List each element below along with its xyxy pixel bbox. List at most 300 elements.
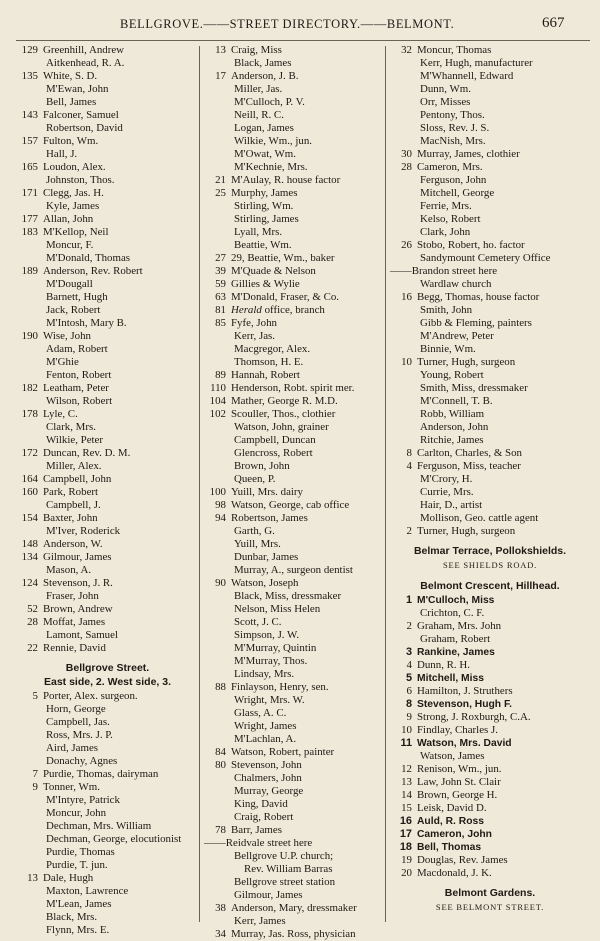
house-number: 148 bbox=[21, 538, 38, 550]
resident-name: Wright, Mrs. W. bbox=[234, 694, 305, 706]
house-number: 78 bbox=[215, 824, 226, 836]
directory-entry bbox=[390, 447, 590, 460]
house-number: 16 bbox=[401, 291, 412, 303]
resident-name: Kerr, James bbox=[234, 915, 286, 927]
resident-name: Gibb & Fleming, painters bbox=[420, 317, 532, 329]
resident-name: Neill, R. C. bbox=[234, 109, 284, 121]
resident-name: Baxter, John bbox=[43, 512, 98, 524]
directory-entry bbox=[390, 96, 590, 109]
resident-name: Moncur, F. bbox=[46, 239, 94, 251]
resident-name: Wilkie, Peter bbox=[46, 434, 104, 446]
resident-name: Fyfe, John bbox=[231, 317, 277, 329]
house-number: 63 bbox=[215, 291, 226, 303]
resident-name: Sandymount Cemetery Office bbox=[420, 252, 551, 264]
resident-name: Bellgrove U.P. church; bbox=[234, 850, 334, 862]
directory-entry bbox=[204, 733, 382, 746]
resident-name: Crichton, C. F. bbox=[420, 607, 485, 619]
directory-entry bbox=[204, 928, 382, 941]
directory-entry bbox=[390, 594, 590, 607]
resident-name: Queen, P. bbox=[234, 473, 276, 485]
resident-name: Porter, Alex. surgeon. bbox=[43, 690, 138, 702]
section-heading: Belmar Terrace, Pollokshields. bbox=[413, 545, 567, 557]
directory-entry bbox=[204, 590, 382, 603]
house-number: 164 bbox=[21, 473, 38, 485]
resident-name: Black, Miss, dressmaker bbox=[234, 590, 342, 602]
house-number: 134 bbox=[21, 551, 38, 563]
directory-entry bbox=[390, 395, 590, 408]
directory-entry bbox=[390, 148, 590, 161]
resident-name: Brown, John bbox=[234, 460, 290, 472]
resident-name: King, David bbox=[234, 798, 288, 810]
resident-name: Clark, John bbox=[420, 226, 471, 238]
directory-entry bbox=[204, 746, 382, 759]
resident-name: Lyle, C. bbox=[43, 408, 78, 420]
directory-entry bbox=[390, 776, 590, 789]
house-number: 129 bbox=[21, 44, 38, 56]
resident-name: Murray, Jas. Ross, physician bbox=[231, 928, 356, 940]
house-number: 4 bbox=[406, 659, 412, 671]
directory-entry bbox=[204, 577, 382, 590]
house-number: 21 bbox=[215, 174, 226, 186]
house-number: 22 bbox=[27, 642, 38, 654]
resident-name: Ross, Mrs. J. P. bbox=[46, 729, 113, 741]
house-number: 27 bbox=[215, 252, 226, 264]
directory-entry bbox=[16, 44, 199, 57]
house-number: 90 bbox=[215, 577, 226, 589]
resident-name: Brown, George H. bbox=[417, 789, 498, 801]
resident-name: Donachy, Agnes bbox=[46, 755, 118, 767]
directory-entry bbox=[390, 698, 590, 711]
directory-entry bbox=[390, 763, 590, 776]
directory-entry bbox=[390, 304, 590, 317]
house-number: 98 bbox=[215, 499, 226, 511]
resident-name: Robb, William bbox=[420, 408, 485, 420]
resident-name: Lindsay, Mrs. bbox=[234, 668, 295, 680]
house-number: 8 bbox=[405, 698, 412, 710]
directory-entry bbox=[390, 226, 590, 239]
directory-entry bbox=[204, 538, 382, 551]
resident-name: Tonner, Wm. bbox=[43, 781, 100, 793]
resident-name: Robertson, David bbox=[46, 122, 123, 134]
resident-name: Lamont, Samuel bbox=[46, 629, 118, 641]
resident-name: Black, James bbox=[234, 57, 292, 69]
resident-name: Greenhill, Andrew bbox=[43, 44, 125, 56]
directory-entry bbox=[204, 96, 382, 109]
cross-reference: SEE SHIELDS ROAD. bbox=[442, 560, 538, 570]
house-number: 34 bbox=[215, 928, 226, 940]
house-number: 4 bbox=[406, 460, 412, 472]
resident-name: Bell, James bbox=[46, 96, 97, 108]
resident-name: Loudon, Alex. bbox=[43, 161, 106, 173]
directory-entry bbox=[16, 460, 199, 473]
directory-entry bbox=[16, 885, 199, 898]
resident-name: Park, Robert bbox=[43, 486, 99, 498]
directory-entry bbox=[390, 659, 590, 672]
directory-entry bbox=[204, 707, 382, 720]
directory-entry bbox=[16, 187, 199, 200]
house-number: 12 bbox=[401, 763, 412, 775]
directory-entry bbox=[390, 122, 590, 135]
section-heading: Bellgrove Street. bbox=[65, 662, 150, 674]
directory-entry bbox=[204, 252, 382, 265]
resident-name: Hall, J. bbox=[46, 148, 78, 160]
directory-entry bbox=[390, 408, 590, 421]
resident-name: M'Ghie bbox=[46, 356, 79, 368]
resident-name: Campbell, John bbox=[43, 473, 112, 485]
directory-entry bbox=[16, 911, 199, 924]
resident-name: Miller, Jas. bbox=[234, 83, 283, 95]
directory-entry bbox=[16, 924, 199, 937]
directory-entry bbox=[16, 525, 199, 538]
resident-name: Dunbar, James bbox=[234, 551, 299, 563]
resident-name: Rev. William Barras bbox=[244, 863, 333, 875]
resident-name: Maxton, Lawrence bbox=[46, 885, 129, 897]
resident-name: Findlay, Charles J. bbox=[417, 724, 498, 736]
house-number: 135 bbox=[21, 70, 38, 82]
resident-name: Wilson, Robert bbox=[46, 395, 113, 407]
resident-name: Moncur, John bbox=[46, 807, 107, 819]
directory-entry bbox=[390, 525, 590, 538]
directory-entry bbox=[390, 200, 590, 213]
house-number: 59 bbox=[215, 278, 226, 290]
resident-name: MacNish, Mrs. bbox=[420, 135, 486, 147]
directory-entry bbox=[204, 174, 382, 187]
directory-entry bbox=[390, 750, 590, 763]
resident-name: Hannah, Robert bbox=[231, 369, 300, 381]
directory-entry bbox=[204, 759, 382, 772]
resident-name: Simpson, J. W. bbox=[234, 629, 300, 641]
directory-entry bbox=[390, 434, 590, 447]
resident-name: Craig, Miss bbox=[231, 44, 282, 56]
directory-entry bbox=[16, 148, 199, 161]
resident-name: Ritchie, James bbox=[420, 434, 484, 446]
directory-entry bbox=[204, 694, 382, 707]
directory-entry bbox=[390, 672, 590, 685]
directory-entry bbox=[390, 174, 590, 187]
directory-entry bbox=[390, 382, 590, 395]
directory-entry bbox=[204, 876, 382, 889]
resident-name: Bell, Thomas bbox=[417, 842, 482, 853]
resident-name: Ferguson, Miss, teacher bbox=[417, 460, 521, 472]
directory-entry bbox=[390, 646, 590, 659]
resident-name: Anderson, Rev. Robert bbox=[43, 265, 143, 277]
directory-entry bbox=[204, 655, 382, 668]
directory-entry bbox=[390, 369, 590, 382]
resident-name: Carlton, Charles, & Son bbox=[417, 447, 522, 459]
resident-name: M'Kellop, Neil bbox=[43, 226, 109, 238]
house-number: 25 bbox=[215, 187, 226, 199]
directory-entry bbox=[390, 711, 590, 724]
resident-name: Henderson, Robt. spirit mer. bbox=[231, 382, 355, 394]
resident-name: Aitkenhead, R. A. bbox=[46, 57, 125, 69]
directory-entry bbox=[390, 70, 590, 83]
resident-name: Watson, John, grainer bbox=[234, 421, 329, 433]
directory-entry bbox=[16, 239, 199, 252]
resident-name: Sloss, Rev. J. S. bbox=[420, 122, 490, 134]
resident-name: M'Intosh, Mary B. bbox=[46, 317, 127, 329]
directory-entry bbox=[390, 789, 590, 802]
resident-name: Turner, Hugh, surgeon bbox=[417, 525, 516, 537]
resident-name: Clegg, Jas. H. bbox=[43, 187, 104, 199]
directory-entry bbox=[204, 642, 382, 655]
house-number: 5 bbox=[405, 672, 412, 684]
directory-entry bbox=[390, 724, 590, 737]
resident-name: Turner, Hugh, surgeon bbox=[417, 356, 516, 368]
resident-name: Leisk, David D. bbox=[417, 802, 487, 814]
resident-name: M'Donald, Fraser, & Co. bbox=[231, 291, 340, 303]
directory-entry bbox=[16, 473, 199, 486]
directory-entry bbox=[390, 828, 590, 841]
directory-entry bbox=[16, 807, 199, 820]
directory-entry bbox=[390, 356, 590, 369]
resident-name: Dunn, R. H. bbox=[417, 659, 470, 671]
resident-name: Pentony, Thos. bbox=[420, 109, 485, 121]
directory-entry bbox=[16, 768, 199, 781]
resident-name: M'Murray, Quintin bbox=[234, 642, 317, 654]
house-number: 104 bbox=[209, 395, 226, 407]
directory-entry bbox=[16, 395, 199, 408]
house-number: 143 bbox=[21, 109, 38, 121]
house-number: 28 bbox=[401, 161, 412, 173]
house-number: 190 bbox=[21, 330, 38, 342]
house-number: 160 bbox=[21, 486, 38, 498]
resident-name: Auld, R. Ross bbox=[417, 816, 484, 827]
directory-entry bbox=[16, 434, 199, 447]
resident-name: Dale, Hugh bbox=[43, 872, 94, 884]
resident-name: Ferguson, John bbox=[420, 174, 487, 186]
directory-entry bbox=[16, 603, 199, 616]
house-number: 183 bbox=[21, 226, 38, 238]
resident-name: Nelson, Miss Helen bbox=[234, 603, 321, 615]
resident-name: Johnston, Thos. bbox=[46, 174, 115, 186]
house-number: 8 bbox=[406, 447, 412, 459]
directory-entry bbox=[16, 703, 199, 716]
directory-entry bbox=[390, 343, 590, 356]
house-number: 89 bbox=[215, 369, 226, 381]
resident-name: Gilmour, James bbox=[43, 551, 112, 563]
directory-entry bbox=[390, 44, 590, 57]
directory-entry bbox=[16, 291, 199, 304]
resident-name: Anderson, John bbox=[420, 421, 489, 433]
resident-name: Cameron, Mrs. bbox=[417, 161, 483, 173]
resident-name: Law, John St. Clair bbox=[417, 776, 501, 788]
directory-entry bbox=[204, 57, 382, 70]
resident-name: Stobo, Robert, ho. factor bbox=[417, 239, 525, 251]
resident-name: Watson, Joseph bbox=[231, 577, 299, 589]
resident-name: Kelso, Robert bbox=[420, 213, 481, 225]
directory-entry bbox=[204, 44, 382, 57]
house-number: 154 bbox=[21, 512, 38, 524]
directory-entry bbox=[16, 859, 199, 872]
resident-name: Finlayson, Henry, sen. bbox=[231, 681, 329, 693]
resident-name: Rankine, James bbox=[417, 647, 495, 658]
house-number: 30 bbox=[401, 148, 412, 160]
directory-entry bbox=[16, 486, 199, 499]
directory-entry bbox=[204, 473, 382, 486]
directory-entry bbox=[204, 616, 382, 629]
directory-entry bbox=[204, 837, 382, 850]
directory-entry bbox=[390, 633, 590, 646]
house-number: 100 bbox=[209, 486, 226, 498]
resident-name: M'Quade & Nelson bbox=[231, 265, 316, 277]
directory-entry bbox=[204, 83, 382, 96]
directory-entry bbox=[204, 668, 382, 681]
resident-name: Horn, George bbox=[46, 703, 106, 715]
house-number: 15 bbox=[401, 802, 412, 814]
resident-name: Young, Robert bbox=[420, 369, 484, 381]
directory-entry bbox=[16, 794, 199, 807]
resident-name: Wilkie, Wm., jun. bbox=[234, 135, 313, 147]
column-divider bbox=[385, 46, 386, 922]
directory-entry bbox=[390, 499, 590, 512]
resident-name: Smith, Miss, dressmaker bbox=[420, 382, 528, 394]
house-number: 178 bbox=[21, 408, 38, 420]
resident-name: Hamilton, J. Struthers bbox=[417, 685, 513, 697]
resident-name: M'Murray, Thos. bbox=[234, 655, 308, 667]
directory-entry bbox=[204, 395, 382, 408]
resident-name: Yuill, Mrs. dairy bbox=[231, 486, 303, 498]
house-number: 1 bbox=[405, 594, 412, 606]
directory-entry bbox=[390, 57, 590, 70]
directory-entry bbox=[16, 252, 199, 265]
resident-name: ——Brandon street here bbox=[390, 265, 498, 277]
house-number: 17 bbox=[399, 828, 412, 840]
resident-name: Macdonald, J. K. bbox=[417, 867, 492, 879]
resident-name: Stirling, Wm. bbox=[234, 200, 294, 212]
spacer bbox=[390, 880, 590, 887]
resident-name: Falconer, Samuel bbox=[43, 109, 119, 121]
directory-entry bbox=[16, 57, 199, 70]
directory-entry bbox=[390, 473, 590, 486]
resident-name: Watson, George, cab office bbox=[231, 499, 350, 511]
resident-name: Murray, George bbox=[234, 785, 304, 797]
directory-entry bbox=[16, 716, 199, 729]
directory-entry bbox=[390, 841, 590, 854]
resident-name: Barnett, Hugh bbox=[46, 291, 108, 303]
resident-name: Wright, James bbox=[234, 720, 297, 732]
directory-entry bbox=[204, 122, 382, 135]
directory-entry bbox=[204, 460, 382, 473]
directory-entry bbox=[390, 317, 590, 330]
directory-entry bbox=[204, 161, 382, 174]
resident-name: Stevenson, J. R. bbox=[43, 577, 113, 589]
page-number: 667 bbox=[542, 15, 565, 31]
directory-entry bbox=[16, 278, 199, 291]
spacer bbox=[390, 573, 590, 580]
directory-entry bbox=[16, 781, 199, 794]
directory-entry bbox=[390, 135, 590, 148]
spacer bbox=[390, 538, 590, 545]
directory-entry bbox=[390, 239, 590, 252]
directory-entry bbox=[16, 343, 199, 356]
directory-entry bbox=[204, 720, 382, 733]
resident-name: M'Lean, James bbox=[46, 898, 112, 910]
house-number: 32 bbox=[401, 44, 412, 56]
resident-name: Garth, G. bbox=[234, 525, 275, 537]
house-number: 19 bbox=[401, 854, 412, 866]
resident-name: M'Aulay, R. house factor bbox=[231, 174, 341, 186]
resident-name: Murray, James, clothier bbox=[417, 148, 520, 160]
resident-name: Gillies & Wylie bbox=[231, 278, 300, 290]
directory-entry bbox=[204, 291, 382, 304]
resident-name: Jack, Robert bbox=[46, 304, 101, 316]
directory-entry bbox=[204, 356, 382, 369]
directory-entry bbox=[204, 798, 382, 811]
directory-entry bbox=[204, 564, 382, 577]
resident-name: Binnie, Wm. bbox=[420, 343, 476, 355]
directory-entry bbox=[204, 525, 382, 538]
resident-name: M'Culloch, P. V. bbox=[234, 96, 305, 108]
directory-entry bbox=[16, 226, 199, 239]
resident-name: Murray, A., surgeon dentist bbox=[234, 564, 353, 576]
directory-entry bbox=[204, 408, 382, 421]
resident-name: Beattie, Wm. bbox=[234, 239, 292, 251]
house-number: 14 bbox=[401, 789, 412, 801]
resident-name: Mollison, Geo. cattle agent bbox=[420, 512, 539, 524]
resident-name: Stevenson, John bbox=[231, 759, 302, 771]
resident-name: Purdie, T. jun. bbox=[46, 859, 108, 871]
section-heading: Belmont Gardens. bbox=[444, 887, 536, 899]
directory-entry bbox=[204, 239, 382, 252]
directory-entry bbox=[390, 512, 590, 525]
directory-entry bbox=[390, 252, 590, 265]
resident-name: Robertson, James bbox=[231, 512, 308, 524]
resident-name: Wise, John bbox=[43, 330, 91, 342]
resident-name: Yuill, Mrs. bbox=[234, 538, 281, 550]
directory-entry bbox=[204, 187, 382, 200]
spacer bbox=[16, 655, 199, 662]
directory-column-2 bbox=[204, 44, 382, 941]
directory-entry bbox=[390, 685, 590, 698]
directory-entry bbox=[16, 512, 199, 525]
directory-entry bbox=[16, 616, 199, 629]
house-number: 84 bbox=[215, 746, 226, 758]
directory-entry bbox=[204, 811, 382, 824]
directory-entry bbox=[16, 499, 199, 512]
resident-name: Renison, Wm., jun. bbox=[417, 763, 502, 775]
resident-name: Bellgrove street station bbox=[234, 876, 336, 888]
resident-name: Stirling, James bbox=[234, 213, 299, 225]
house-number: 9 bbox=[32, 781, 38, 793]
directory-entry bbox=[16, 729, 199, 742]
directory-entry bbox=[204, 330, 382, 343]
directory-entry bbox=[204, 902, 382, 915]
resident-name: Macgregor, Alex. bbox=[234, 343, 311, 355]
resident-name: Purdie, Thomas, dairyman bbox=[43, 768, 159, 780]
resident-name: Mitchell, George bbox=[420, 187, 495, 199]
directory-entry bbox=[204, 681, 382, 694]
section-heading: East side, 2. West side, 3. bbox=[43, 676, 172, 688]
directory-entry bbox=[16, 135, 199, 148]
resident-name: Mason, A. bbox=[46, 564, 92, 576]
directory-entry bbox=[390, 867, 590, 880]
directory-entry bbox=[204, 447, 382, 460]
cross-reference: SEE BELMONT STREET. bbox=[435, 902, 545, 912]
header-rule bbox=[16, 40, 590, 41]
resident-name: Adam, Robert bbox=[46, 343, 108, 355]
directory-entry bbox=[390, 815, 590, 828]
directory-entry bbox=[16, 70, 199, 83]
directory-entry bbox=[204, 304, 382, 317]
house-number: 20 bbox=[401, 867, 412, 879]
resident-name: Orr, Misses bbox=[420, 96, 471, 108]
directory-entry bbox=[204, 421, 382, 434]
house-number: 81 bbox=[215, 304, 226, 316]
resident-name: Lyall, Mrs. bbox=[234, 226, 283, 238]
directory-entry bbox=[204, 785, 382, 798]
directory-entry bbox=[16, 577, 199, 590]
directory-entry bbox=[390, 460, 590, 473]
